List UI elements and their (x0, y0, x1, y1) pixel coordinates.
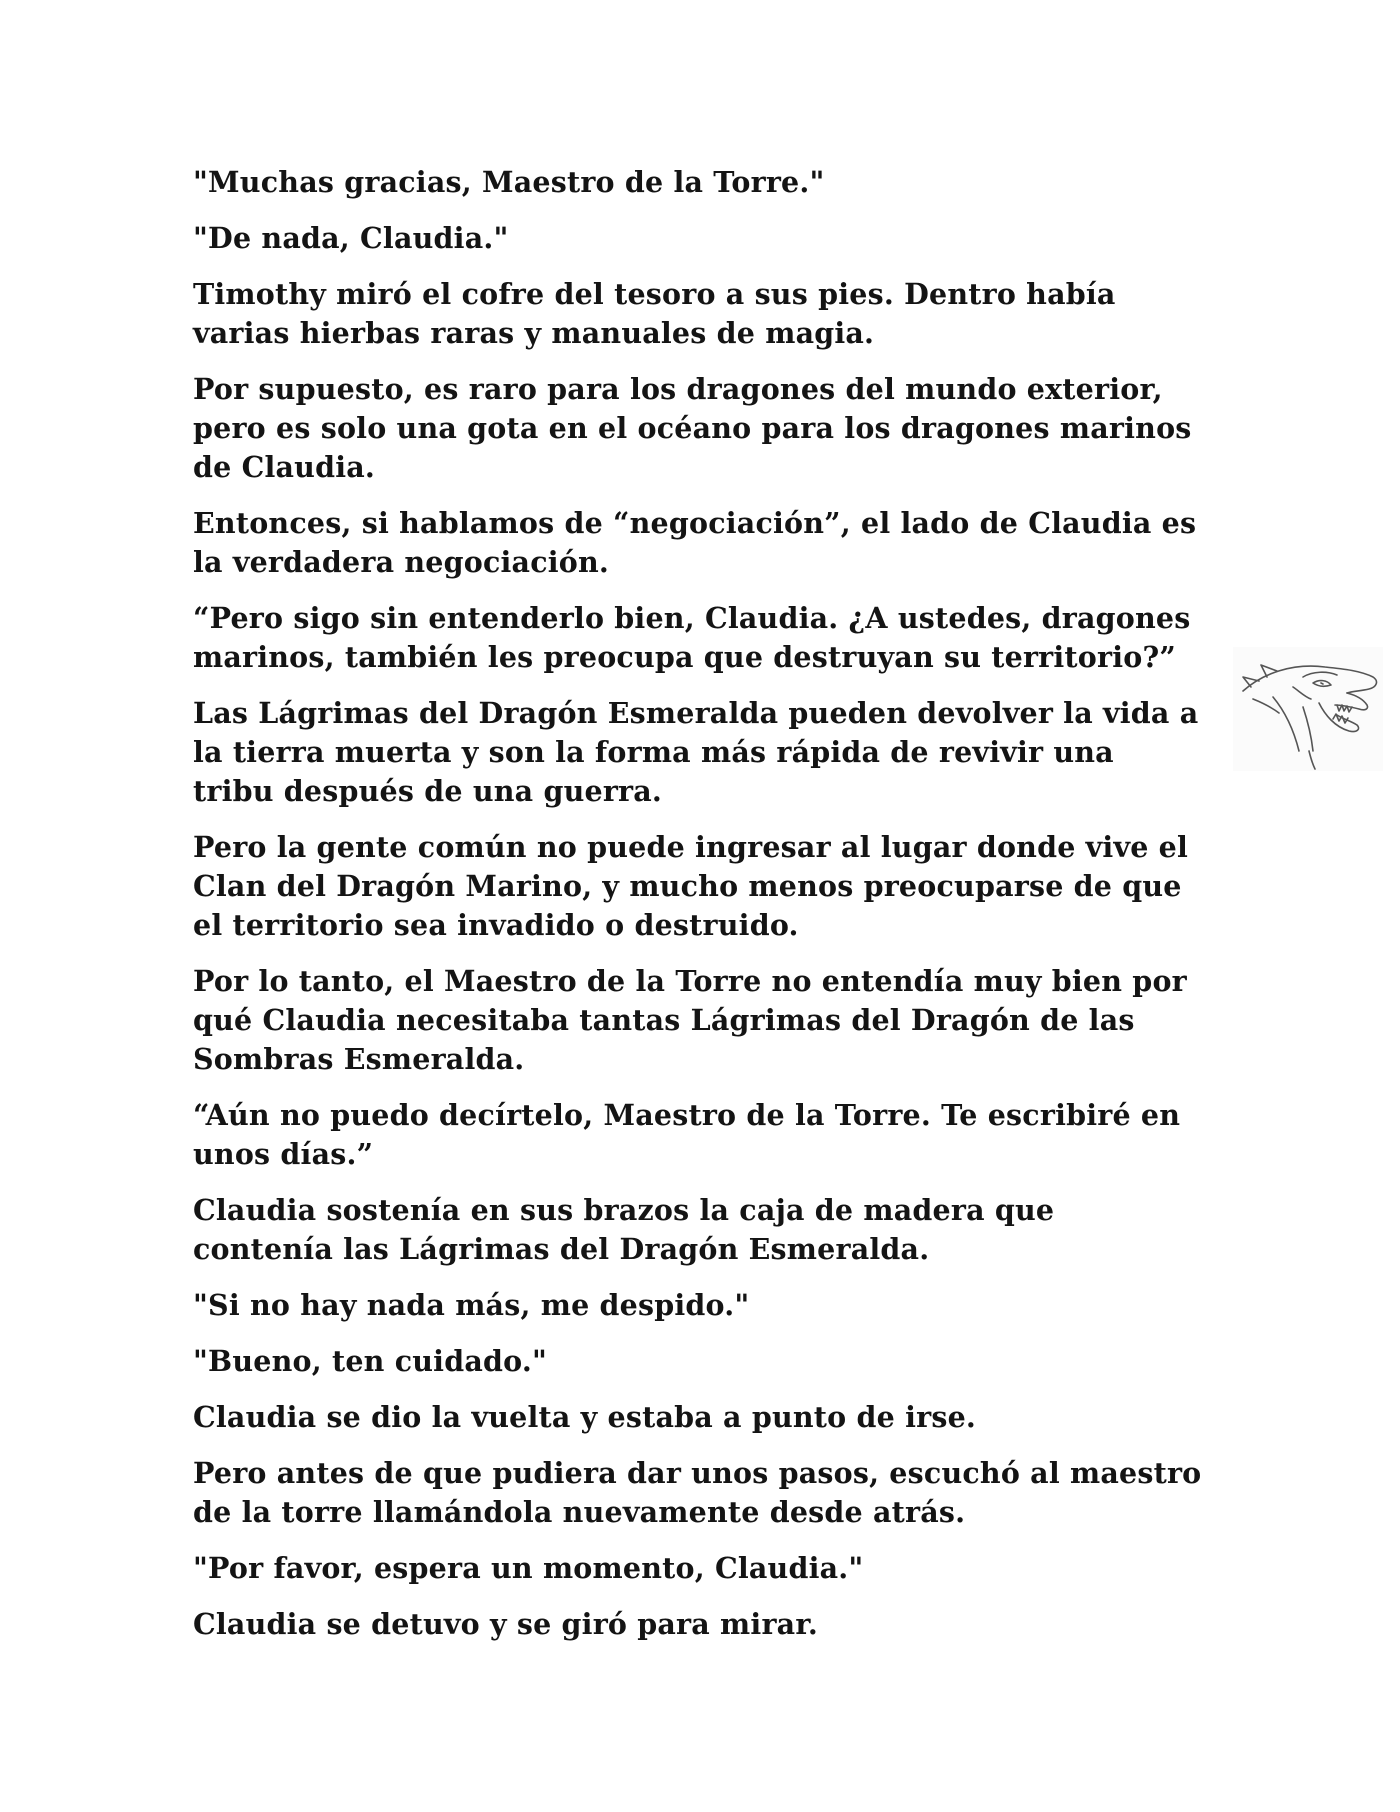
paragraph-6: “Pero sigo sin entenderlo bien, Claudia. ¿A ustedes, dragones marinos, también les preocupa que destruyan su territorio?” (193, 601, 1191, 674)
paragraph-7: Las Lágrimas del Dragón Esmeralda pueden devolver la vida a la tierra muerta y son la forma más rápida de revivir una tribu después de una guerra. (193, 696, 1199, 808)
paragraph-17: Claudia se detuvo y se giró para mirar. (193, 1607, 819, 1641)
paragraph-10: “Aún no puedo decírtelo, Maestro de la Torre. Te escribiré en unos días.” (193, 1098, 1181, 1171)
paragraph-3: Timothy miró el cofre del tesoro a sus pies. Dentro había varias hierbas raras y manuales de magia. (193, 277, 1116, 350)
paragraph-4: Por supuesto, es raro para los dragones del mundo exterior, pero es solo una gota en el océano para los dragones marinos de Claudia. (193, 372, 1192, 484)
paragraph-15: Pero antes de que pudiera dar unos pasos, escuchó al maestro de la torre llamándola nuevamente desde atrás. (193, 1456, 1202, 1529)
paragraph-12: "Si no hay nada más, me despido." (193, 1288, 750, 1322)
paragraph-16: "Por favor, espera un momento, Claudia." (193, 1551, 864, 1585)
paragraph-9: Por lo tanto, el Maestro de la Torre no entendía muy bien por qué Claudia necesitaba tantas Lágrimas del Dragón de las Sombras Esmeralda. (193, 964, 1187, 1076)
paragraph-14: Claudia se dio la vuelta y estaba a punto de irse. (193, 1400, 977, 1434)
story-text (193, 163, 1203, 1661)
paragraph-13: "Bueno, ten cuidado." (193, 1344, 548, 1378)
paragraph-8: Pero la gente común no puede ingresar al lugar donde vive el Clan del Dragón Marino, y mucho menos preocuparse de que el territorio sea invadido o destruido. (193, 830, 1189, 942)
paragraph-11: Claudia sostenía en sus brazos la caja de madera que contenía las Lágrimas del Dragón Esmeralda. (193, 1193, 1055, 1266)
dragon-head-sketch-icon (1233, 647, 1383, 771)
paragraph-2: "De nada, Claudia." (193, 221, 509, 255)
paragraph-1: "Muchas gracias, Maestro de la Torre." (193, 165, 825, 199)
paragraph-5: Entonces, si hablamos de “negociación”, el lado de Claudia es la verdadera negociación. (193, 506, 1197, 579)
